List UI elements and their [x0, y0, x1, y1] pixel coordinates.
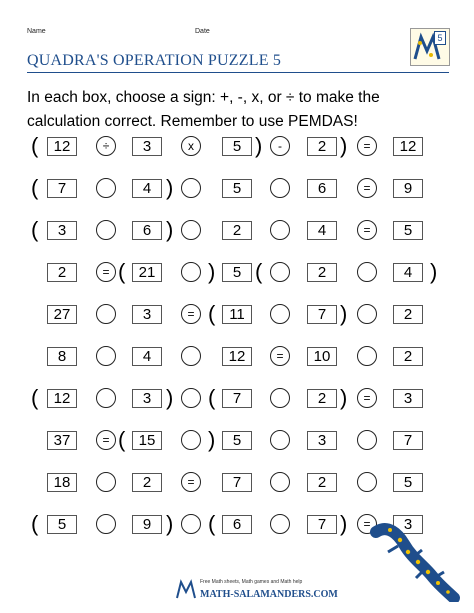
- equals-circle: =: [357, 388, 377, 408]
- operator-circle[interactable]: [270, 220, 290, 240]
- close-paren: ): [208, 427, 216, 452]
- number-box: 4: [132, 179, 162, 198]
- number-box: 5: [222, 431, 252, 450]
- operator-circle[interactable]: [357, 304, 377, 324]
- operator-circle[interactable]: [181, 178, 201, 198]
- number-box: 3: [132, 137, 162, 156]
- number-box: 3: [307, 431, 337, 450]
- footer-brand: MATH-SALAMANDERS.COM: [200, 589, 338, 600]
- instructions: In each box, choose a sign: +, -, x, or ÷ to make the calculation correct. Remember to use PEMDAS!: [27, 89, 380, 130]
- close-paren: ): [166, 385, 174, 410]
- number-box: 12: [393, 137, 423, 156]
- open-paren: (: [208, 511, 216, 536]
- operator-circle[interactable]: [357, 472, 377, 492]
- operator-circle[interactable]: [357, 262, 377, 282]
- number-box: 27: [47, 305, 77, 324]
- operator-circle[interactable]: [270, 430, 290, 450]
- salamander-illustration: [368, 520, 460, 602]
- number-box: 12: [222, 347, 252, 366]
- open-paren: (: [255, 259, 263, 284]
- operator-circle[interactable]: [181, 262, 201, 282]
- open-paren: (: [31, 385, 39, 410]
- number-box: 3: [393, 515, 423, 534]
- operator-circle[interactable]: [270, 262, 290, 282]
- operator-circle[interactable]: [181, 346, 201, 366]
- number-box: 3: [47, 221, 77, 240]
- number-box: 2: [132, 473, 162, 492]
- number-box: 9: [132, 515, 162, 534]
- operator-circle[interactable]: [96, 514, 116, 534]
- operator-circle[interactable]: [181, 388, 201, 408]
- number-box: 3: [132, 305, 162, 324]
- operator-circle[interactable]: [181, 514, 201, 534]
- operator-circle: ÷: [96, 136, 116, 156]
- number-box: 2: [307, 137, 337, 156]
- number-box: 7: [222, 473, 252, 492]
- open-paren: (: [118, 259, 126, 284]
- number-box: 6: [132, 221, 162, 240]
- open-paren: (: [31, 217, 39, 242]
- number-box: 4: [132, 347, 162, 366]
- operator-circle: x: [181, 136, 201, 156]
- open-paren: (: [31, 511, 39, 536]
- operator-circle[interactable]: [181, 430, 201, 450]
- page-title: QUADRA'S OPERATION PUZZLE 5: [27, 52, 282, 69]
- number-box: 7: [47, 179, 77, 198]
- number-box: 2: [393, 305, 423, 324]
- close-paren: ): [166, 511, 174, 536]
- close-paren: ): [430, 259, 438, 284]
- equals-circle: =: [357, 136, 377, 156]
- close-paren: ): [166, 175, 174, 200]
- number-box: 12: [47, 137, 77, 156]
- equals-circle: =: [357, 514, 377, 534]
- open-paren: (: [208, 385, 216, 410]
- number-box: 7: [222, 389, 252, 408]
- close-paren: ): [340, 385, 348, 410]
- number-box: 2: [222, 221, 252, 240]
- close-paren: ): [208, 259, 216, 284]
- open-paren: (: [118, 427, 126, 452]
- close-paren: ): [340, 511, 348, 536]
- number-box: 8: [47, 347, 77, 366]
- puzzle-number: 5: [434, 31, 446, 45]
- operator-circle[interactable]: [270, 472, 290, 492]
- operator-circle[interactable]: [357, 346, 377, 366]
- number-box: 4: [393, 263, 423, 282]
- number-box: 18: [47, 473, 77, 492]
- close-paren: ): [340, 133, 348, 158]
- number-box: 7: [307, 305, 337, 324]
- operator-circle[interactable]: [270, 514, 290, 534]
- title-rule: [27, 72, 449, 73]
- equals-circle: =: [96, 430, 116, 450]
- operator-circle[interactable]: [270, 304, 290, 324]
- number-box: 37: [47, 431, 77, 450]
- close-paren: ): [166, 217, 174, 242]
- number-box: 12: [47, 389, 77, 408]
- number-box: 2: [307, 473, 337, 492]
- operator-circle[interactable]: [96, 388, 116, 408]
- number-box: 5: [222, 179, 252, 198]
- operator-circle[interactable]: [96, 220, 116, 240]
- operator-circle[interactable]: [96, 346, 116, 366]
- footer-logo: [175, 578, 197, 600]
- date-label: Date: [195, 28, 210, 35]
- operator-circle[interactable]: [96, 472, 116, 492]
- open-paren: (: [208, 301, 216, 326]
- number-box: 6: [222, 515, 252, 534]
- equals-circle: =: [270, 346, 290, 366]
- number-box: 3: [393, 389, 423, 408]
- number-box: 15: [132, 431, 162, 450]
- operator-circle: -: [270, 136, 290, 156]
- operator-circle[interactable]: [270, 388, 290, 408]
- number-box: 7: [307, 515, 337, 534]
- number-box: 2: [307, 389, 337, 408]
- number-box: 5: [222, 137, 252, 156]
- operator-circle[interactable]: [96, 178, 116, 198]
- number-box: 11: [222, 305, 252, 324]
- close-paren: ): [340, 301, 348, 326]
- number-box: 6: [307, 179, 337, 198]
- open-paren: (: [31, 133, 39, 158]
- number-box: 7: [393, 431, 423, 450]
- open-paren: (: [31, 175, 39, 200]
- number-box: 21: [132, 263, 162, 282]
- number-box: 10: [307, 347, 337, 366]
- equals-circle: =: [181, 472, 201, 492]
- number-box: 5: [47, 515, 77, 534]
- salamander-small-icon: [175, 578, 197, 600]
- salamander-logo: [410, 28, 450, 66]
- equals-circle: =: [357, 220, 377, 240]
- equals-circle: =: [357, 178, 377, 198]
- number-box: 5: [222, 263, 252, 282]
- footer-tagline: Free Math sheets, Math games and Math help: [200, 579, 303, 585]
- operator-circle[interactable]: [357, 430, 377, 450]
- operator-circle[interactable]: [181, 220, 201, 240]
- number-box: 2: [393, 347, 423, 366]
- number-box: 2: [307, 263, 337, 282]
- salamander-icon: [368, 520, 460, 602]
- equals-circle: =: [96, 262, 116, 282]
- operator-circle[interactable]: [270, 178, 290, 198]
- number-box: 9: [393, 179, 423, 198]
- equals-circle: =: [181, 304, 201, 324]
- number-box: 2: [47, 263, 77, 282]
- name-label: Name: [27, 28, 46, 35]
- number-box: 3: [132, 389, 162, 408]
- number-box: 5: [393, 473, 423, 492]
- operator-circle[interactable]: [96, 304, 116, 324]
- number-box: 4: [307, 221, 337, 240]
- number-box: 5: [393, 221, 423, 240]
- close-paren: ): [255, 133, 263, 158]
